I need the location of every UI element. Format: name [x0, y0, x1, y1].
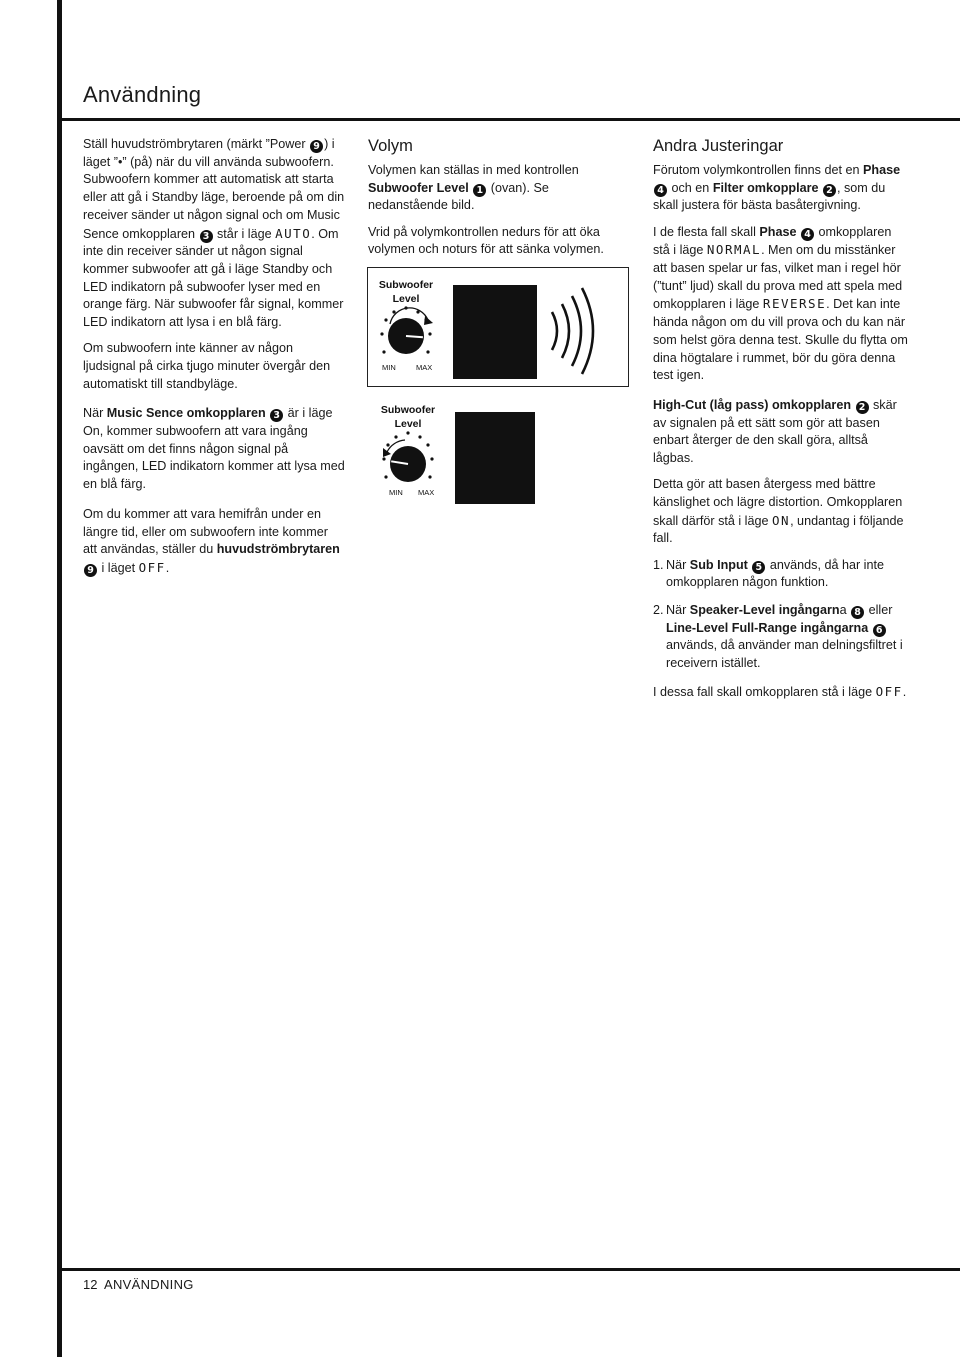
lcd-text: OFF	[875, 683, 903, 699]
volume-diagram-high-svg	[368, 268, 626, 384]
ref-number-badge: 9	[310, 140, 323, 153]
ref-number-badge: 3	[270, 409, 283, 422]
ref-number-badge: 3	[200, 230, 213, 243]
column-right	[653, 136, 911, 710]
paragraph-power: Ställ huvudströmbrytaren (märkt ”Power 9 ) i läget ”•” (på) när du vill använda subwoofern. Subwoofern kommer att automatisk att starta eller att gå i Standby läge, beroende på om din receiver sänder ut någon signal och om Music Sence omkopplaren 3 står i läge AUTO. Om inte din receiver sänder ut någon signal kommer subwoofer att gå i läge Standby och LED indikatorn på subwoofer lyser med en orange färg. När subwoofer får signal, kommer LED indikatorn att lysa i en blå färg.	[83, 137, 345, 330]
subwoofer-box	[455, 412, 535, 504]
knob-max-label: MAX	[416, 363, 433, 372]
subwoofer-box	[453, 285, 537, 379]
lcd-text: ON	[772, 512, 791, 528]
page-number: 12	[83, 1277, 98, 1292]
ref-number-badge: 9	[84, 564, 97, 577]
paragraph-high-cut: High-Cut (låg pass) omkopplaren 2 skär av signalen på ett sätt som gör att basen enbart återger de den skall göra, alltså lågbas.	[653, 397, 897, 466]
paragraph-off: Om du kommer att vara hemifrån under en längre tid, eller om subwoofern inte kommer att användas, ställer du huvudströmbrytaren 9 i läget OFF.	[83, 506, 340, 576]
knob-label-line1: Subwoofer	[378, 279, 434, 291]
lcd-text: OFF	[138, 559, 166, 575]
knob-label-line1: Subwoofer	[380, 404, 436, 416]
sound-waves	[552, 288, 593, 374]
ref-number-badge: 6	[873, 624, 886, 637]
knob-min-label: MIN	[389, 488, 403, 497]
column-middle	[368, 136, 618, 268]
paragraph-auto-standby: Om subwoofern inte känner av någon ljudsignal på cirka tjugo minuter övergår den automatiskt till standbyläge.	[83, 341, 331, 391]
page-title: Användning	[83, 82, 202, 107]
paragraph-off-cases: I dessa fall skall omkopplaren stå i läge OFF.	[653, 683, 907, 699]
ref-number-badge: 5	[752, 561, 765, 574]
knob-indicator	[406, 336, 423, 337]
ref-number-badge: 8	[851, 606, 864, 619]
knob-min-label: MIN	[382, 363, 396, 372]
paragraph-phase-normal: I de flesta fall skall Phase 4 omkopplaren stå i läge NORMAL. Men om du misstänker att basen spelar ur fas, vilket man i regel hör (”tunt” ljud) skall du prova med att spela med omkopplaren i läge REVERSE. Det kan inte hända någon om du vill prova och du kan när som helst göra denna test. Skulle du flytta om dina högtalare i rummet, bör du göra denna test igen.	[653, 224, 908, 383]
paragraph-music-sence: När Music Sence omkopplaren 3 är i läge On, kommer subwoofern att vara ingång oavsätt om det finns någon signal på ingången, LED indikatorn kommer att lysa med en blå färg.	[83, 406, 345, 492]
ref-number-badge: 1	[473, 184, 486, 197]
volume-diagram-low	[367, 392, 627, 510]
header-rule	[62, 118, 960, 121]
exception-list	[653, 557, 911, 673]
lcd-text: REVERSE	[762, 296, 827, 312]
ref-number-badge: 2	[823, 184, 836, 197]
knob-max-label: MAX	[418, 488, 435, 497]
lcd-text: AUTO	[275, 225, 312, 241]
volume-diagram-high	[367, 267, 629, 387]
column-left	[83, 136, 345, 586]
footer-section-label: ANVÄNDNING	[104, 1277, 194, 1292]
knob-label-line2: Level	[392, 293, 420, 305]
list-item: 2. När Speaker-Level ingångarna 8 eller Line-Level Full-Range ingångarna 6 används, då använder man delningsfiltret i receivern istället.	[653, 602, 903, 671]
rotation-arrowhead	[383, 448, 391, 457]
knob-label-line2: Level	[394, 418, 422, 430]
heading-andra-justeringar: Andra Justeringar	[653, 137, 784, 155]
footer-rule	[62, 1268, 960, 1271]
ref-number-badge: 4	[801, 228, 814, 241]
paragraph-phase-filter: Förutom volymkontrollen finns det en Phase 4 och en Filter omkopplare 2 , som du skall justera för bästa basåtergivning.	[653, 163, 901, 213]
rotation-arrowhead	[424, 316, 433, 325]
heading-volym: Volym	[368, 137, 413, 155]
paragraph-distortion: Detta gör att basen återgess med bättre känslighet och lägre distortion. Omkopplaren skall därför stå i läge ON, undantag i följande fall.	[653, 477, 904, 546]
volume-diagram-low-svg	[367, 392, 625, 508]
paragraph-volume-intro: Volymen kan ställas in med kontrollen Subwoofer Level 1 (ovan). Se nedanstående bild.	[368, 163, 579, 213]
ref-number-badge: 4	[654, 184, 667, 197]
paragraph-volume-turn: Vrid på volymkontrollen nedurs för att öka volymen och noturs för att sänka volymen.	[368, 224, 604, 257]
list-item: 1. När Sub Input 5 används, då har inte omkopplaren någon funktion.	[653, 557, 884, 590]
lcd-text: NORMAL	[706, 242, 762, 258]
ref-number-badge: 2	[856, 401, 869, 414]
left-vertical-bar	[57, 0, 62, 1357]
